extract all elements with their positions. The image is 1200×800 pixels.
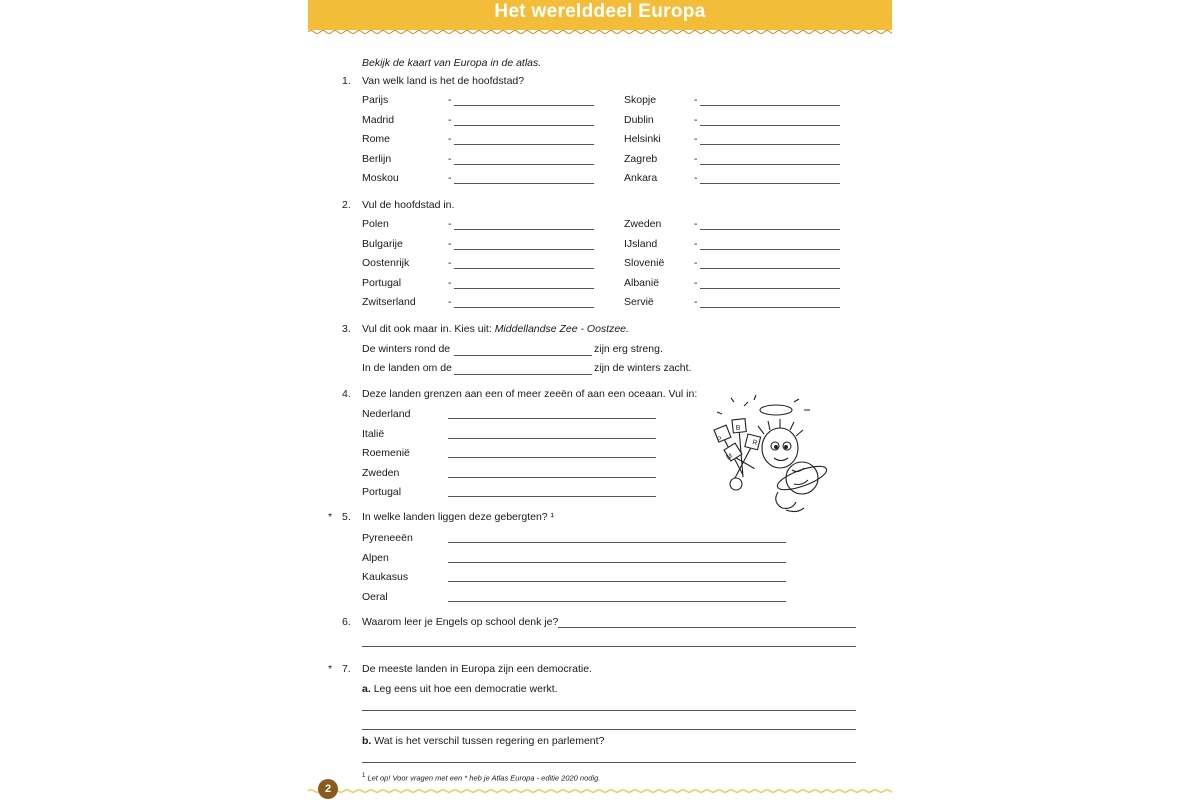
dash: - [448, 152, 452, 165]
worksheet-page [308, 0, 892, 800]
dash: - [694, 237, 698, 250]
q3-blank-1[interactable] [454, 355, 592, 356]
q7b-answer-line[interactable] [362, 762, 856, 763]
q1-left-item: Rome [362, 133, 391, 146]
q1-left-item: Moskou [362, 172, 399, 185]
q7-star: * [328, 663, 333, 675]
footnote-text: Let op! Voor vragen met een * heb je Atlas Europa - editie 2020 nodig. [367, 773, 601, 783]
footnote-mark: 1 [362, 773, 366, 779]
signpost-letter: P [716, 435, 724, 444]
q5-item: Alpen [362, 551, 389, 564]
dizzy-marks [717, 395, 810, 414]
q2-right-answer-line[interactable] [700, 229, 840, 230]
q3-sentence-2-start: In de landen om de [362, 362, 452, 374]
q2-left-item: Polen [362, 218, 389, 230]
page-title: Het werelddeel Europa [494, 1, 706, 22]
q1-right-item: Ankara [624, 172, 658, 185]
q3-blank-2[interactable] [454, 374, 592, 375]
q1-right-item: Skopje [624, 94, 657, 106]
q5-answer-line[interactable] [448, 542, 786, 543]
hand-icon [730, 478, 742, 490]
character-head [762, 428, 798, 468]
q6-text: Waarom leer je Engels op school denk je? [362, 616, 559, 628]
header-wave-border [308, 26, 892, 36]
q2-left-answer-line[interactable] [454, 288, 594, 289]
q7b-question [362, 735, 604, 748]
dash: - [448, 296, 452, 309]
q2-number: 2. [342, 199, 351, 211]
q4-item: Nederland [362, 408, 411, 420]
intro-text: Bekijk de kaart van Europa in de atlas. [362, 57, 542, 69]
q1-left-item: Madrid [362, 113, 395, 126]
q4-item: Italië [362, 427, 385, 440]
q7a-question [362, 683, 558, 696]
q1-right-answer-line[interactable] [700, 164, 840, 165]
q1-right-answer-line[interactable] [700, 105, 840, 106]
q5-item: Kaukasus [362, 571, 409, 584]
footnote [362, 771, 600, 784]
q1-text: Van welk land is het de hoofdstad? [362, 75, 525, 87]
dash: - [448, 257, 452, 270]
q3-instruction: Vul dit ook maar in. Kies uit: [362, 323, 492, 335]
q7-text: De meeste landen in Europa zijn een democratie. [362, 663, 592, 675]
q2-left-answer-line[interactable] [454, 249, 594, 250]
q1-left-item: Parijs [362, 94, 389, 106]
cartoon-illustration [694, 392, 854, 524]
q2-right-item: Zweden [624, 218, 662, 230]
q2-right-item: Albanië [624, 276, 660, 289]
q7a-answer-line-2[interactable] [362, 729, 856, 730]
q2-right-item: IJsland [624, 237, 658, 250]
q2-left-answer-line[interactable] [454, 268, 594, 269]
dash: - [694, 94, 698, 106]
q3-sentence-2-end: zijn de winters zacht. [594, 362, 692, 374]
q7b-text: Wat is het verschil tussen regering en parlement? [374, 735, 605, 747]
q1-number: 1. [342, 75, 351, 87]
signpost-letter: M [725, 452, 735, 462]
dash: - [694, 113, 698, 126]
q7-number: 7. [342, 663, 351, 675]
q1-right-answer-line[interactable] [700, 183, 840, 184]
q5-answer-line[interactable] [448, 581, 786, 582]
q6-answer-line-2[interactable] [362, 646, 856, 647]
q6-number: 6. [342, 616, 351, 628]
q5-text: In welke landen liggen deze gebergten? ¹ [362, 511, 555, 523]
q2-right-item: Servië [624, 296, 654, 309]
q2-left-item: Oostenrijk [362, 257, 410, 270]
q3-number: 3. [342, 323, 351, 335]
dash: - [448, 94, 452, 106]
q2-right-answer-line[interactable] [700, 249, 840, 250]
dash: - [694, 172, 698, 185]
q1-left-item: Berlijn [362, 152, 392, 165]
dash: - [694, 276, 698, 289]
dash: - [694, 257, 698, 270]
dash: - [448, 218, 452, 230]
q3-choices: Middellandse Zee - Oostzee. [494, 323, 629, 335]
q1-right-item: Zagreb [624, 152, 658, 165]
halo-ring [760, 405, 792, 415]
dash: - [448, 276, 452, 289]
q4-answer-line[interactable] [448, 438, 656, 439]
q2-left-item: Portugal [362, 276, 402, 289]
q4-item: Roemenië [362, 447, 410, 460]
signpost-letter: B [735, 424, 741, 432]
q5-answer-line[interactable] [448, 562, 786, 563]
dash: - [694, 152, 698, 165]
dash: - [694, 218, 698, 230]
q1-right-answer-line[interactable] [700, 125, 840, 126]
q4-answer-line[interactable] [448, 457, 656, 458]
q3-text [362, 323, 629, 336]
q4-answer-line[interactable] [448, 496, 656, 497]
q4-answer-line[interactable] [448, 477, 656, 478]
q5-number: 5. [342, 511, 351, 523]
dash: - [448, 237, 452, 250]
q5-item: Pyreneeën [362, 532, 413, 544]
dash: - [694, 133, 698, 146]
dash: - [448, 133, 452, 146]
q2-text: Vul de hoofdstad in. [362, 199, 455, 211]
q4-answer-line[interactable] [448, 418, 656, 419]
dash: - [694, 296, 698, 309]
q5-answer-line[interactable] [448, 601, 786, 602]
q6-answer-line-1[interactable] [558, 627, 856, 628]
dash: - [448, 113, 452, 126]
q4-text: Deze landen grenzen aan een of meer zeeën of aan een oceaan. Vul in: [362, 388, 698, 400]
footer-wave-border [308, 786, 892, 796]
q5-star: * [328, 511, 333, 523]
q1-left-answer-line[interactable] [454, 164, 594, 165]
q2-left-answer-line[interactable] [454, 307, 594, 308]
q4-item: Portugal [362, 486, 402, 499]
q2-right-answer-line[interactable] [700, 268, 840, 269]
q4-number: 4. [342, 388, 351, 400]
q5-item: Oeral [362, 590, 388, 603]
q1-left-answer-line[interactable] [454, 125, 594, 126]
q4-item: Zweden [362, 466, 400, 479]
q1-right-item: Helsinki [624, 133, 661, 146]
q2-right-answer-line[interactable] [700, 288, 840, 289]
dash: - [448, 172, 452, 185]
character-foot [776, 492, 796, 508]
q3-sentence-1-end: zijn erg streng. [594, 343, 663, 355]
q1-right-answer-line[interactable] [700, 144, 840, 145]
q2-left-item: Zwitserland [362, 296, 416, 309]
q1-left-answer-line[interactable] [454, 183, 594, 184]
q1-left-answer-line[interactable] [454, 105, 594, 106]
q2-right-item: Slovenië [624, 257, 665, 270]
q3-sentence-1-start: De winters rond de [362, 343, 451, 355]
q1-right-item: Dublin [624, 113, 654, 126]
q2-right-answer-line[interactable] [700, 307, 840, 308]
page-number-badge: 2 [318, 779, 338, 799]
q1-left-answer-line[interactable] [454, 144, 594, 145]
q2-left-answer-line[interactable] [454, 229, 594, 230]
q7a-text: Leg eens uit hoe een democratie werkt. [373, 683, 558, 695]
q2-left-item: Bulgarije [362, 237, 403, 250]
signpost-letter: R [751, 439, 759, 448]
q7b-label: b. [362, 735, 372, 747]
q7a-answer-line-1[interactable] [362, 710, 856, 711]
q7a-label: a. [362, 683, 371, 695]
